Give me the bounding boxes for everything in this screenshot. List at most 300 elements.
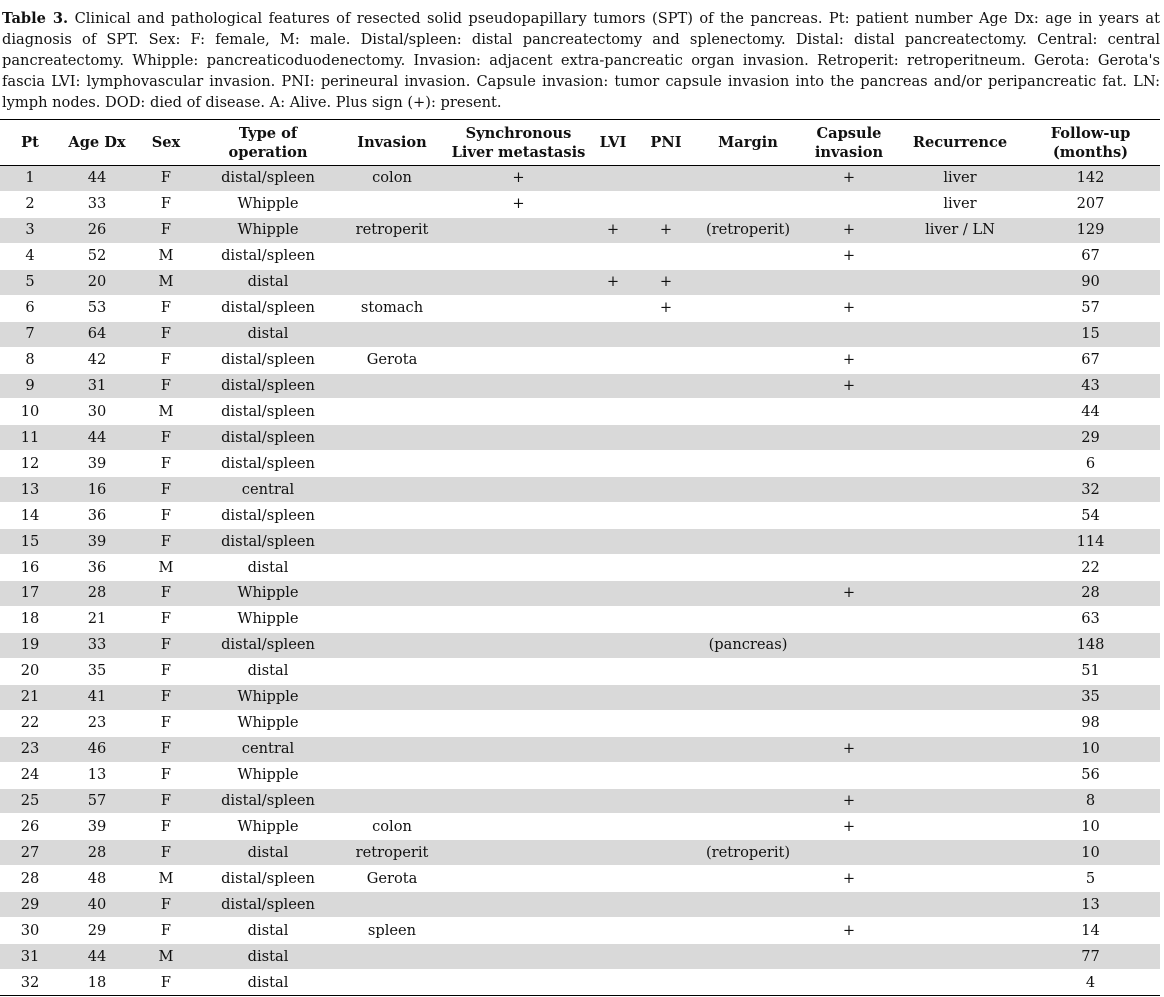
table-cell	[591, 166, 635, 192]
table-cell	[799, 684, 899, 710]
table-cell	[591, 892, 635, 918]
table-cell: F	[134, 632, 198, 658]
column-header-line: Follow-up	[1050, 124, 1131, 142]
table-cell: 21	[0, 684, 60, 710]
table-cell	[899, 840, 1021, 866]
table-cell	[899, 555, 1021, 581]
table-cell	[697, 529, 799, 555]
table-cell: 36	[60, 555, 134, 581]
table-cell: 10	[1021, 736, 1160, 762]
table-cell	[635, 684, 697, 710]
table-cell: 64	[60, 321, 134, 347]
table-cell: retroperit	[338, 840, 446, 866]
column-header-line: operation	[228, 143, 308, 161]
table-row	[0, 762, 1160, 788]
table-cell: +	[799, 581, 899, 607]
table-cell	[799, 321, 899, 347]
column-header-line: invasion	[814, 143, 884, 161]
column-header-line: Age Dx	[68, 134, 126, 151]
table-cell: +	[591, 269, 635, 295]
table-cell: distal/spleen	[198, 166, 338, 192]
table-cell: 14	[0, 503, 60, 529]
table-cell: liver	[899, 166, 1021, 192]
table-cell: F	[134, 295, 198, 321]
table-cell: 31	[0, 944, 60, 970]
table-cell	[338, 606, 446, 632]
table-cell	[899, 762, 1021, 788]
column-header-line: LVI	[599, 134, 627, 151]
table-cell	[799, 425, 899, 451]
table-cell	[635, 892, 697, 918]
table-cell: Gerota	[338, 866, 446, 892]
table-cell: 12	[0, 451, 60, 477]
table-cell	[799, 710, 899, 736]
table-cell	[591, 866, 635, 892]
table-cell	[635, 503, 697, 529]
table-cell	[591, 684, 635, 710]
table-cell: F	[134, 892, 198, 918]
table-cell	[591, 451, 635, 477]
table-cell	[446, 373, 591, 399]
table-cell	[591, 970, 635, 996]
table-cell: 3	[0, 217, 60, 243]
column-header-line: Capsule	[816, 124, 882, 142]
column-header	[198, 120, 338, 166]
table-cell: 19	[0, 632, 60, 658]
table-cell	[446, 632, 591, 658]
table-cell: liver	[899, 191, 1021, 217]
table-row	[0, 710, 1160, 736]
table-cell: F	[134, 191, 198, 217]
table-cell	[446, 788, 591, 814]
table-cell	[635, 736, 697, 762]
table-cell: F	[134, 970, 198, 996]
table-cell	[446, 658, 591, 684]
table-cell	[799, 606, 899, 632]
table-cell	[591, 918, 635, 944]
table-cell	[697, 970, 799, 996]
table-cell	[591, 658, 635, 684]
table-cell	[635, 581, 697, 607]
column-header-line: (months)	[1052, 143, 1129, 161]
table-cell	[338, 477, 446, 503]
table-cell: 29	[1021, 425, 1160, 451]
table-row	[0, 632, 1160, 658]
table-row	[0, 451, 1160, 477]
table-cell	[338, 373, 446, 399]
table-cell: 15	[0, 529, 60, 555]
table-cell: 39	[60, 451, 134, 477]
table-cell	[799, 191, 899, 217]
table-cell	[635, 944, 697, 970]
table-cell	[338, 425, 446, 451]
table-cell	[635, 477, 697, 503]
table-row	[0, 736, 1160, 762]
table-cell	[899, 892, 1021, 918]
table-cell	[338, 944, 446, 970]
table-cell	[635, 970, 697, 996]
table-cell	[446, 581, 591, 607]
table-cell: 28	[1021, 581, 1160, 607]
table-cell: central	[198, 736, 338, 762]
table-cell	[697, 918, 799, 944]
table-cell: 17	[0, 581, 60, 607]
table-cell: 15	[1021, 321, 1160, 347]
table-cell: 5	[0, 269, 60, 295]
table-cell	[446, 243, 591, 269]
table-cell: 1	[0, 166, 60, 192]
table-cell	[446, 555, 591, 581]
table-row	[0, 581, 1160, 607]
table-cell: distal/spleen	[198, 425, 338, 451]
table-cell	[446, 217, 591, 243]
table-cell	[635, 399, 697, 425]
table-cell: 22	[1021, 555, 1160, 581]
table-cell: 44	[60, 166, 134, 192]
table-cell: F	[134, 684, 198, 710]
table-cell: +	[635, 295, 697, 321]
table-cell: F	[134, 373, 198, 399]
table-cell	[635, 632, 697, 658]
table-cell	[591, 425, 635, 451]
column-header	[0, 120, 60, 166]
table-cell	[697, 347, 799, 373]
table-cell: 6	[0, 295, 60, 321]
table-cell: 53	[60, 295, 134, 321]
table-row	[0, 477, 1160, 503]
table-cell	[697, 606, 799, 632]
table-cell: F	[134, 918, 198, 944]
table-cell: 57	[1021, 295, 1160, 321]
table-cell: 22	[0, 710, 60, 736]
table-cell: 4	[1021, 970, 1160, 996]
column-header-line: Pt	[21, 134, 39, 151]
table-cell	[446, 918, 591, 944]
table-cell	[591, 191, 635, 217]
table-cell: +	[635, 217, 697, 243]
table-cell	[635, 166, 697, 192]
table-cell: 26	[60, 217, 134, 243]
table-cell: distal/spleen	[198, 892, 338, 918]
table-cell: 10	[0, 399, 60, 425]
table-cell	[591, 399, 635, 425]
table-cell: 29	[60, 918, 134, 944]
table-row	[0, 425, 1160, 451]
table-row	[0, 788, 1160, 814]
column-header	[899, 120, 1021, 166]
table-cell	[591, 814, 635, 840]
table-cell: +	[799, 788, 899, 814]
table-cell: 5	[1021, 866, 1160, 892]
table-cell	[697, 581, 799, 607]
table-cell: (retroperit)	[697, 217, 799, 243]
table-cell: F	[134, 710, 198, 736]
table-cell	[446, 762, 591, 788]
table-cell: F	[134, 321, 198, 347]
table-cell: M	[134, 243, 198, 269]
table-row	[0, 503, 1160, 529]
table-cell	[446, 477, 591, 503]
column-header	[446, 120, 591, 166]
table-row	[0, 529, 1160, 555]
table-cell: retroperit	[338, 217, 446, 243]
table-row	[0, 840, 1160, 866]
table-cell: spleen	[338, 918, 446, 944]
table-cell	[338, 684, 446, 710]
table-cell: 207	[1021, 191, 1160, 217]
table-cell: 27	[0, 840, 60, 866]
table-cell	[697, 892, 799, 918]
table-cell: F	[134, 477, 198, 503]
table-cell: 7	[0, 321, 60, 347]
table-cell: 18	[60, 970, 134, 996]
table-cell	[697, 269, 799, 295]
table-cell	[635, 451, 697, 477]
table-cell	[899, 503, 1021, 529]
table-cell	[338, 269, 446, 295]
table-row	[0, 555, 1160, 581]
table-cell	[899, 425, 1021, 451]
table-cell: 21	[60, 606, 134, 632]
table-cell	[446, 866, 591, 892]
table-cell	[591, 736, 635, 762]
table-cell: F	[134, 762, 198, 788]
table-cell	[799, 269, 899, 295]
table-cell: +	[799, 866, 899, 892]
table-cell	[697, 736, 799, 762]
table-cell: F	[134, 736, 198, 762]
table-cell	[591, 581, 635, 607]
table-cell	[338, 555, 446, 581]
table-cell: distal/spleen	[198, 347, 338, 373]
column-header-line: Margin	[718, 134, 778, 151]
table-cell: 36	[60, 503, 134, 529]
table-cell	[635, 321, 697, 347]
table-cell: Whipple	[198, 762, 338, 788]
table-cell	[338, 321, 446, 347]
table-cell: 9	[0, 373, 60, 399]
table-cell: 57	[60, 788, 134, 814]
table-caption	[2, 8, 1160, 113]
table-cell: 35	[60, 658, 134, 684]
table-cell	[446, 814, 591, 840]
table-cell	[338, 762, 446, 788]
column-header	[1021, 120, 1160, 166]
table-cell	[899, 606, 1021, 632]
table-cell	[799, 632, 899, 658]
table-cell: 63	[1021, 606, 1160, 632]
table-cell	[799, 762, 899, 788]
table-cell	[338, 451, 446, 477]
table-cell	[799, 970, 899, 996]
column-header	[338, 120, 446, 166]
table-cell: F	[134, 658, 198, 684]
table-cell	[899, 295, 1021, 321]
column-header-line: Liver metastasis	[451, 143, 586, 161]
table-cell: 67	[1021, 347, 1160, 373]
table-cell	[338, 243, 446, 269]
column-header	[635, 120, 697, 166]
table-cell	[591, 347, 635, 373]
table-cell: +	[799, 373, 899, 399]
table-cell: liver / LN	[899, 217, 1021, 243]
table-cell: 35	[1021, 684, 1160, 710]
table-cell: distal/spleen	[198, 399, 338, 425]
table-cell	[446, 529, 591, 555]
table-cell: 20	[0, 658, 60, 684]
table-cell: (retroperit)	[697, 840, 799, 866]
table-cell: 54	[1021, 503, 1160, 529]
table-cell	[635, 710, 697, 736]
table-cell	[899, 658, 1021, 684]
table-cell	[446, 710, 591, 736]
table-cell	[338, 399, 446, 425]
table-cell	[635, 762, 697, 788]
table-cell: distal	[198, 658, 338, 684]
table-cell	[799, 840, 899, 866]
table-cell: 16	[0, 555, 60, 581]
table-cell: 8	[1021, 788, 1160, 814]
table-cell: 90	[1021, 269, 1160, 295]
table-row	[0, 295, 1160, 321]
table-cell	[591, 295, 635, 321]
table-cell: Whipple	[198, 191, 338, 217]
table-cell: distal/spleen	[198, 788, 338, 814]
table-cell: 39	[60, 529, 134, 555]
table-cell: 43	[1021, 373, 1160, 399]
table-cell: Whipple	[198, 217, 338, 243]
table-row	[0, 243, 1160, 269]
table-cell: F	[134, 840, 198, 866]
table-cell	[697, 243, 799, 269]
table-cell: distal/spleen	[198, 529, 338, 555]
table-cell	[635, 814, 697, 840]
table-cell	[899, 347, 1021, 373]
table-cell: 129	[1021, 217, 1160, 243]
table-cell	[446, 295, 591, 321]
table-cell	[591, 477, 635, 503]
table-cell	[591, 373, 635, 399]
table-cell	[446, 892, 591, 918]
table-cell	[899, 529, 1021, 555]
table-cell: M	[134, 866, 198, 892]
table-cell: 56	[1021, 762, 1160, 788]
table-cell	[697, 762, 799, 788]
table-cell: +	[799, 918, 899, 944]
table-cell: +	[446, 191, 591, 217]
table-cell: F	[134, 347, 198, 373]
table-row	[0, 373, 1160, 399]
table-cell: Gerota	[338, 347, 446, 373]
table-cell	[591, 503, 635, 529]
table-cell	[799, 944, 899, 970]
column-header	[60, 120, 134, 166]
table-cell: F	[134, 581, 198, 607]
table-cell	[591, 762, 635, 788]
table-cell: 28	[0, 866, 60, 892]
table-cell	[591, 944, 635, 970]
column-header-line: Sex	[151, 134, 181, 151]
table-cell	[697, 555, 799, 581]
table-cell	[899, 866, 1021, 892]
table-cell: F	[134, 503, 198, 529]
table-cell: 24	[0, 762, 60, 788]
table-cell	[899, 373, 1021, 399]
table-cell: 14	[1021, 918, 1160, 944]
table-cell	[338, 892, 446, 918]
table-cell	[799, 658, 899, 684]
table-cell	[697, 944, 799, 970]
table-cell: F	[134, 606, 198, 632]
table-cell: M	[134, 555, 198, 581]
table-cell	[635, 243, 697, 269]
table-row	[0, 866, 1160, 892]
column-header-line: Invasion	[357, 134, 427, 151]
table-cell: 23	[60, 710, 134, 736]
table-cell: 142	[1021, 166, 1160, 192]
table-cell: 10	[1021, 840, 1160, 866]
table-cell: distal	[198, 918, 338, 944]
table-cell	[446, 736, 591, 762]
table-cell: 13	[60, 762, 134, 788]
table-cell	[338, 736, 446, 762]
table-cell: Whipple	[198, 710, 338, 736]
table-cell	[899, 269, 1021, 295]
table-cell	[899, 321, 1021, 347]
table-cell: 26	[0, 814, 60, 840]
table-cell: +	[799, 814, 899, 840]
table-cell	[899, 814, 1021, 840]
table-cell	[591, 840, 635, 866]
table-cell: +	[799, 217, 899, 243]
table-cell: 30	[0, 918, 60, 944]
table-cell: 6	[1021, 451, 1160, 477]
table-row	[0, 347, 1160, 373]
table-cell	[697, 425, 799, 451]
table-cell: 28	[60, 581, 134, 607]
table-cell: F	[134, 166, 198, 192]
column-header	[799, 120, 899, 166]
column-header	[591, 120, 635, 166]
table-body	[0, 166, 1160, 996]
table-cell	[697, 503, 799, 529]
table-cell: +	[799, 347, 899, 373]
table-cell: 77	[1021, 944, 1160, 970]
table-cell: +	[799, 736, 899, 762]
table-cell	[446, 269, 591, 295]
table-cell: M	[134, 399, 198, 425]
table-cell	[591, 321, 635, 347]
table-cell: 32	[0, 970, 60, 996]
table-cell	[635, 788, 697, 814]
table-cell	[591, 788, 635, 814]
table-cell	[697, 399, 799, 425]
table-row	[0, 658, 1160, 684]
table-cell	[899, 944, 1021, 970]
table-cell: 44	[60, 944, 134, 970]
table-cell	[591, 632, 635, 658]
table-cell: Whipple	[198, 814, 338, 840]
table-cell: Whipple	[198, 581, 338, 607]
table-cell	[697, 373, 799, 399]
table-cell	[799, 892, 899, 918]
table-cell	[338, 632, 446, 658]
table-cell: 25	[0, 788, 60, 814]
table-cell: distal	[198, 555, 338, 581]
table-cell	[635, 658, 697, 684]
table-cell: 52	[60, 243, 134, 269]
table-row	[0, 399, 1160, 425]
